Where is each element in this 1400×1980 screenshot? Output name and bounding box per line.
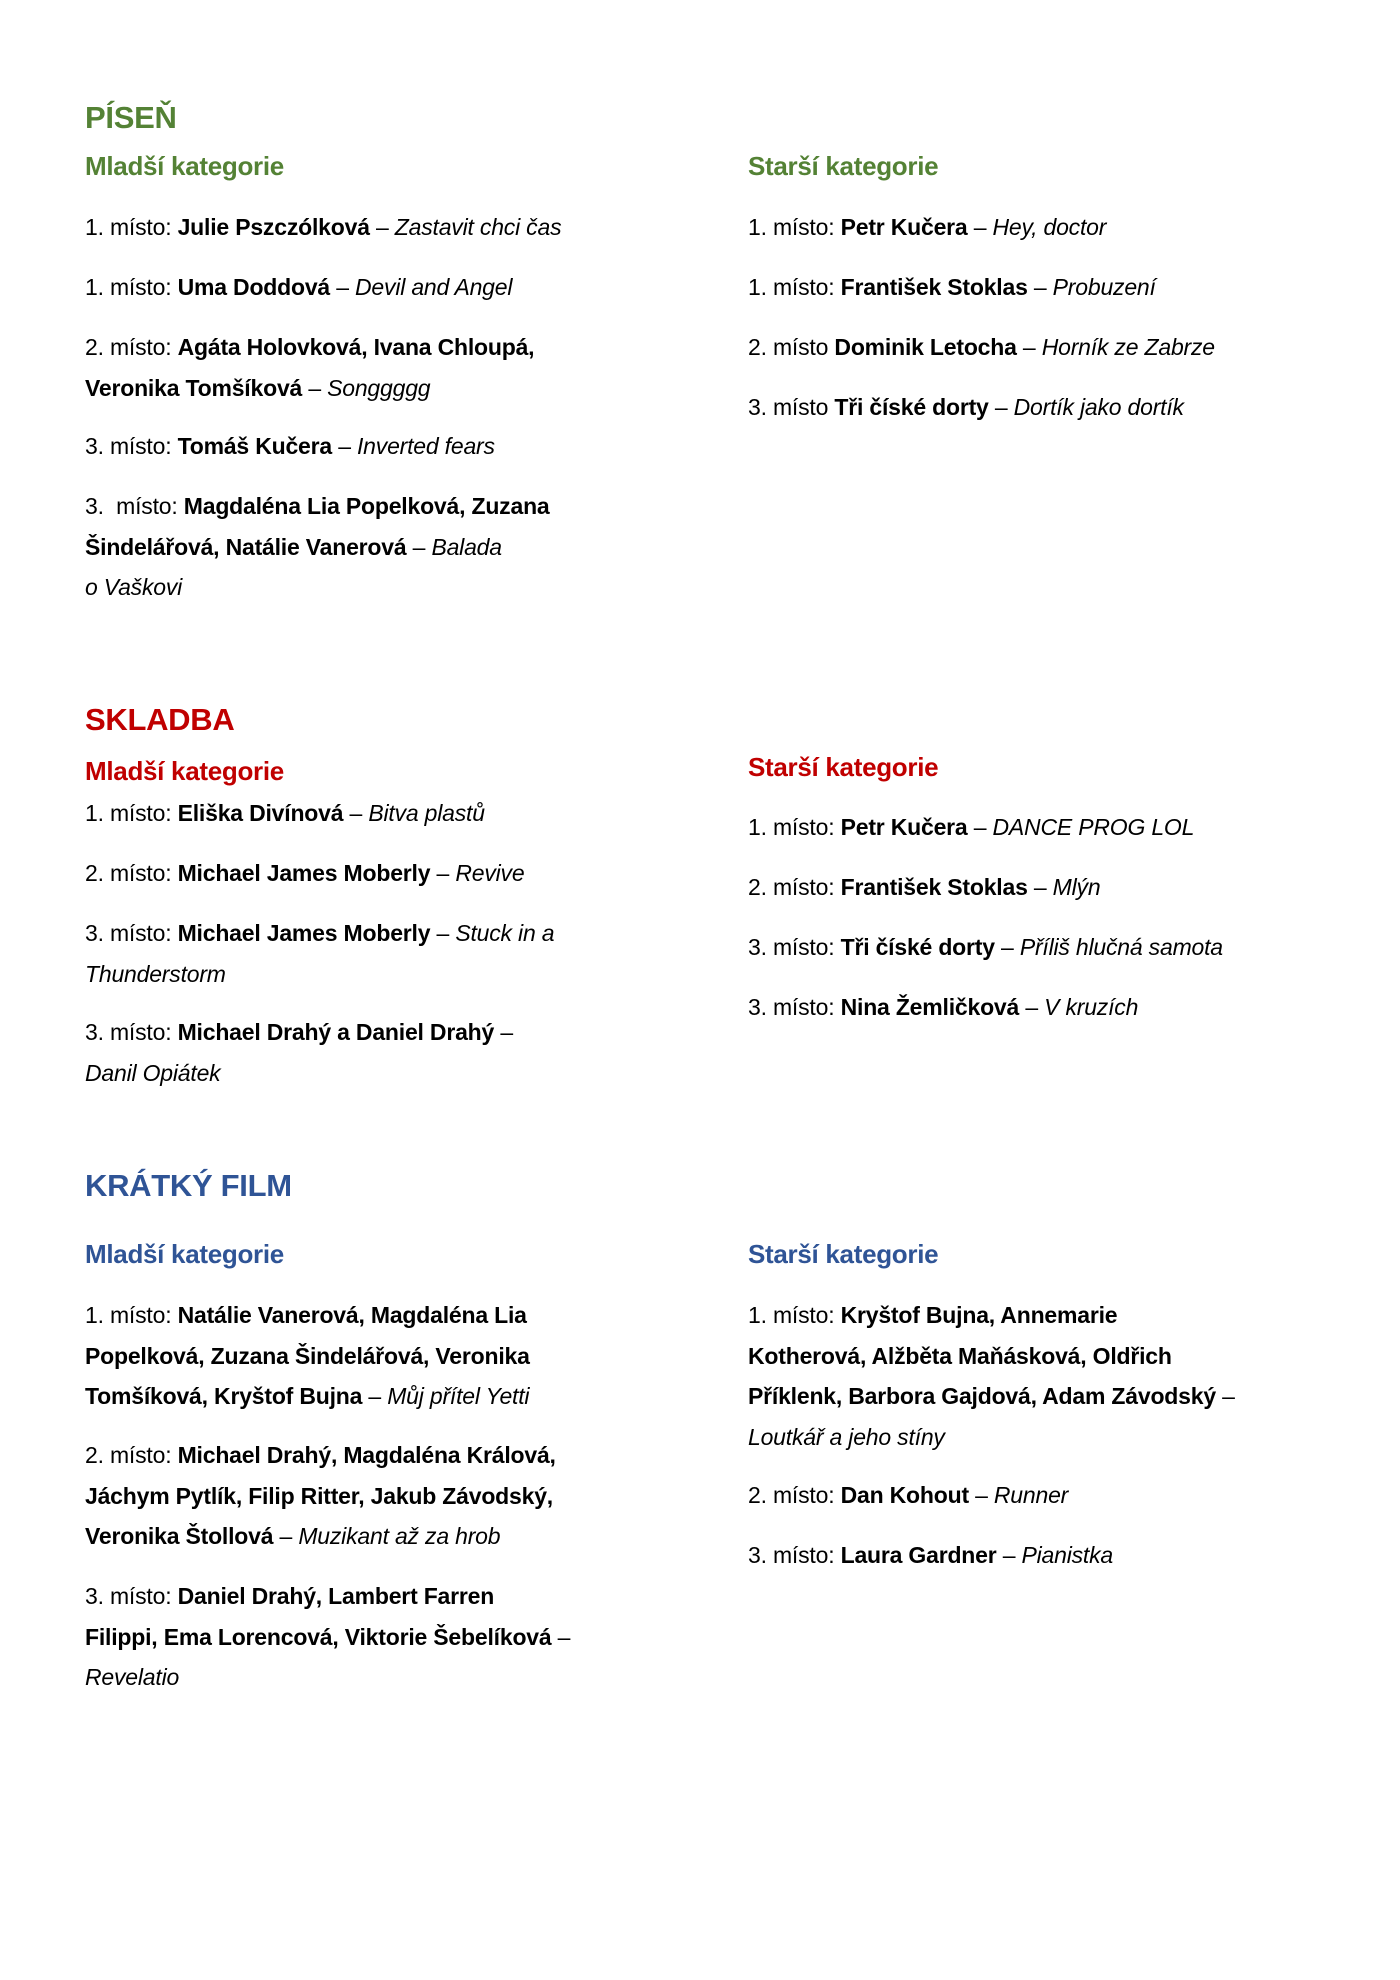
participant-names: Petr Kučera bbox=[840, 814, 968, 840]
result-line bbox=[85, 1476, 556, 1517]
place-label: – bbox=[967, 214, 993, 240]
place-label: 3. místo: bbox=[748, 934, 841, 960]
place-label: – bbox=[1016, 334, 1042, 360]
work-title: Mlýn bbox=[1052, 874, 1101, 900]
result-entry bbox=[85, 913, 554, 994]
participant-names: Dan Kohout bbox=[840, 1482, 969, 1508]
category-heading-younger: Mladší kategorie bbox=[85, 756, 284, 786]
place-label: 2. místo: bbox=[748, 874, 841, 900]
result-entry bbox=[748, 1295, 1235, 1457]
place-label: – bbox=[332, 433, 357, 459]
place-label: – bbox=[994, 934, 1020, 960]
result-line bbox=[748, 867, 1100, 908]
work-title: Horník ze Zabrze bbox=[1041, 334, 1215, 360]
work-title: Inverted fears bbox=[356, 433, 495, 459]
participant-names: Agáta Holovková, Ivana Chloupá, bbox=[177, 334, 535, 360]
section-title-kratky-film: KRÁTKÝ FILM bbox=[85, 1168, 292, 1203]
place-label: – bbox=[302, 374, 328, 401]
participant-names: Dominik Letocha bbox=[834, 334, 1017, 360]
result-entry bbox=[85, 486, 550, 608]
result-entry bbox=[748, 1475, 1068, 1516]
place-label: – bbox=[1215, 1383, 1235, 1409]
result-line bbox=[85, 1657, 570, 1698]
place-label: – bbox=[406, 533, 432, 560]
place-label: 3. místo: bbox=[748, 994, 841, 1020]
work-title: Revelatio bbox=[85, 1664, 180, 1690]
work-title: Probuzení bbox=[1052, 274, 1156, 300]
work-title: Runner bbox=[993, 1482, 1069, 1508]
place-label: – bbox=[430, 920, 456, 946]
work-title: Stuck in a bbox=[455, 920, 555, 946]
place-label: 1. místo: bbox=[748, 214, 841, 240]
category-heading-older: Starší kategorie bbox=[748, 151, 939, 181]
result-line bbox=[85, 1576, 570, 1617]
result-entry bbox=[748, 867, 1100, 908]
result-line bbox=[748, 807, 1194, 848]
result-line bbox=[748, 1475, 1068, 1516]
work-title: Bitva plastů bbox=[368, 800, 485, 826]
result-entry bbox=[85, 1295, 530, 1417]
result-line bbox=[85, 368, 534, 409]
result-line bbox=[748, 267, 1156, 308]
result-entry bbox=[85, 1012, 513, 1093]
result-entry bbox=[748, 927, 1223, 968]
participant-names: Michael Drahý, Magdaléna Králová, bbox=[177, 1442, 556, 1468]
participant-names: František Stoklas bbox=[840, 874, 1028, 900]
result-line bbox=[85, 207, 561, 248]
result-line bbox=[85, 1053, 513, 1094]
work-title: V kruzích bbox=[1044, 994, 1139, 1020]
work-title: Revive bbox=[455, 860, 525, 886]
result-line bbox=[748, 207, 1106, 248]
work-title: Můj přítel Yetti bbox=[387, 1383, 530, 1409]
participant-names: Uma Doddová bbox=[177, 274, 331, 300]
place-label: – bbox=[996, 1542, 1022, 1568]
result-line bbox=[85, 793, 485, 834]
participant-names: Kotherová, Alžběta Maňásková, Oldřich bbox=[748, 1342, 1172, 1369]
participant-names: Julie Pszczólková bbox=[177, 214, 370, 240]
place-label: 3. místo: bbox=[85, 920, 178, 946]
place-label: – bbox=[273, 1523, 299, 1549]
place-label: 1. místo: bbox=[85, 214, 178, 240]
result-line bbox=[85, 486, 550, 527]
participant-names: Tři číské dorty bbox=[840, 934, 995, 960]
participant-names: Kryštof Bujna, Annemarie bbox=[840, 1302, 1118, 1328]
result-entry bbox=[85, 207, 561, 248]
place-label: – bbox=[330, 274, 356, 300]
participant-names: Veronika Štollová bbox=[85, 1523, 274, 1549]
result-line bbox=[85, 853, 524, 894]
work-title: DANCE PROG LOL bbox=[992, 814, 1195, 840]
participant-names: Šindelářová, Natálie Vanerová bbox=[85, 533, 407, 560]
participant-names: Michael James Moberly bbox=[177, 860, 431, 886]
participant-names: Petr Kučera bbox=[840, 214, 968, 240]
work-title: Zastavit chci čas bbox=[394, 214, 562, 240]
result-entry bbox=[85, 853, 524, 894]
participant-names: Daniel Drahý, Lambert Farren bbox=[177, 1583, 495, 1609]
participant-names: Nina Žemličková bbox=[840, 994, 1020, 1020]
place-label: – bbox=[430, 860, 456, 886]
place-label: 1. místo: bbox=[85, 274, 178, 300]
section-title-pisen: PÍSEŇ bbox=[85, 100, 177, 135]
participant-names: Jáchym Pytlík, Filip Ritter, Jakub Závodský, bbox=[85, 1482, 553, 1509]
participant-names: Michael Drahý a Daniel Drahý bbox=[177, 1019, 495, 1045]
result-line bbox=[85, 1295, 530, 1336]
result-line bbox=[748, 1376, 1235, 1417]
place-label: 3. místo: bbox=[85, 433, 178, 459]
participant-names: Michael James Moberly bbox=[177, 920, 431, 946]
place-label: 2. místo: bbox=[748, 1482, 841, 1508]
participant-names: Filippi, Ema Lorencová, Viktorie Šebelíková bbox=[85, 1623, 552, 1650]
work-title: Songgggg bbox=[327, 374, 431, 401]
result-line bbox=[748, 987, 1138, 1028]
section-title-skladba: SKLADBA bbox=[85, 702, 235, 737]
participant-names: Laura Gardner bbox=[840, 1542, 997, 1568]
result-line bbox=[85, 567, 550, 608]
result-line bbox=[85, 1435, 556, 1476]
participant-names: Natálie Vanerová, Magdaléna Lia bbox=[177, 1302, 527, 1328]
result-line bbox=[85, 1617, 570, 1658]
participant-names: Tomšíková, Kryštof Bujna bbox=[85, 1383, 363, 1409]
participant-names: Popelková, Zuzana Šindelářová, Veronika bbox=[85, 1342, 530, 1369]
participant-names: Magdaléna Lia Popelková, Zuzana bbox=[183, 493, 550, 519]
participant-names: Tři číské dorty bbox=[834, 394, 989, 420]
participant-names: František Stoklas bbox=[840, 274, 1028, 300]
result-line bbox=[85, 426, 495, 467]
result-line bbox=[85, 1516, 556, 1557]
place-label: 1. místo: bbox=[85, 800, 178, 826]
place-label: 1. místo: bbox=[85, 1302, 178, 1328]
result-entry bbox=[748, 327, 1215, 368]
place-label: – bbox=[343, 800, 369, 826]
place-label: 2. místo: bbox=[85, 860, 178, 886]
participant-names: Veronika Tomšíková bbox=[85, 374, 303, 401]
result-line bbox=[85, 527, 550, 568]
work-title: o Vaškovi bbox=[85, 574, 183, 600]
participant-names: Tomáš Kučera bbox=[177, 433, 332, 459]
result-entry bbox=[748, 1535, 1113, 1576]
result-entry bbox=[748, 207, 1106, 248]
result-entry bbox=[748, 987, 1138, 1028]
work-title: Hey, doctor bbox=[992, 214, 1107, 240]
place-label: 2. místo: bbox=[85, 1442, 178, 1468]
result-line bbox=[748, 1295, 1235, 1336]
work-title: Loutkář a jeho stíny bbox=[748, 1423, 945, 1450]
place-label: – bbox=[967, 814, 993, 840]
result-line bbox=[85, 267, 512, 308]
work-title: Pianistka bbox=[1021, 1542, 1114, 1568]
work-title: Příliš hlučná samota bbox=[1019, 934, 1223, 960]
place-label: 3. místo: bbox=[748, 1542, 841, 1568]
result-line bbox=[85, 954, 554, 995]
participant-names: Příklenk, Barbora Gajdová, Adam Závodský bbox=[748, 1383, 1216, 1409]
participant-names: Eliška Divínová bbox=[177, 800, 344, 826]
result-entry bbox=[85, 1576, 570, 1698]
place-label: – bbox=[1027, 874, 1053, 900]
result-line bbox=[748, 1535, 1113, 1576]
place-label: – bbox=[1019, 994, 1045, 1020]
result-entry bbox=[85, 793, 485, 834]
result-entry bbox=[748, 807, 1194, 848]
place-label: 3. místo: bbox=[85, 1583, 178, 1609]
category-heading-younger: Mladší kategorie bbox=[85, 1239, 284, 1269]
result-entry bbox=[85, 327, 534, 408]
place-label: – bbox=[1027, 274, 1053, 300]
place-label: 2. místo: bbox=[85, 334, 178, 360]
work-title: Muzikant až za hrob bbox=[298, 1523, 501, 1549]
place-label: – bbox=[968, 1482, 994, 1508]
result-line bbox=[748, 387, 1184, 428]
place-label: – bbox=[988, 394, 1014, 420]
result-entry bbox=[85, 426, 495, 467]
place-label: 2. místo bbox=[748, 334, 835, 360]
result-line bbox=[748, 1336, 1235, 1377]
result-line bbox=[85, 1376, 530, 1417]
result-line bbox=[85, 327, 534, 368]
result-line bbox=[85, 1012, 513, 1053]
category-heading-older: Starší kategorie bbox=[748, 1239, 939, 1269]
place-label: 1. místo: bbox=[748, 274, 841, 300]
work-title: Balada bbox=[431, 533, 502, 560]
place-label: – bbox=[494, 1019, 513, 1045]
result-entry bbox=[748, 267, 1156, 308]
category-heading-younger: Mladší kategorie bbox=[85, 151, 284, 181]
place-label: – bbox=[551, 1623, 571, 1650]
place-label: 1. místo: bbox=[748, 814, 841, 840]
result-line bbox=[85, 1336, 530, 1377]
result-line bbox=[748, 1417, 1235, 1458]
work-title: Danil Opiátek bbox=[85, 1059, 221, 1086]
work-title: Devil and Angel bbox=[355, 274, 513, 300]
work-title: Dortík jako dortík bbox=[1013, 394, 1184, 420]
result-entry bbox=[85, 1435, 556, 1557]
place-label: 1. místo: bbox=[748, 1302, 841, 1328]
result-line bbox=[85, 913, 554, 954]
result-line bbox=[748, 927, 1223, 968]
place-label: – bbox=[362, 1383, 388, 1409]
result-entry bbox=[85, 267, 512, 308]
place-label: 3. místo: bbox=[85, 493, 184, 519]
result-entry bbox=[748, 387, 1184, 428]
result-line bbox=[748, 327, 1215, 368]
category-heading-older: Starší kategorie bbox=[748, 752, 939, 782]
place-label: – bbox=[369, 214, 395, 240]
place-label: 3. místo: bbox=[85, 1019, 178, 1045]
place-label: 3. místo bbox=[748, 394, 835, 420]
work-title: Thunderstorm bbox=[85, 960, 226, 987]
